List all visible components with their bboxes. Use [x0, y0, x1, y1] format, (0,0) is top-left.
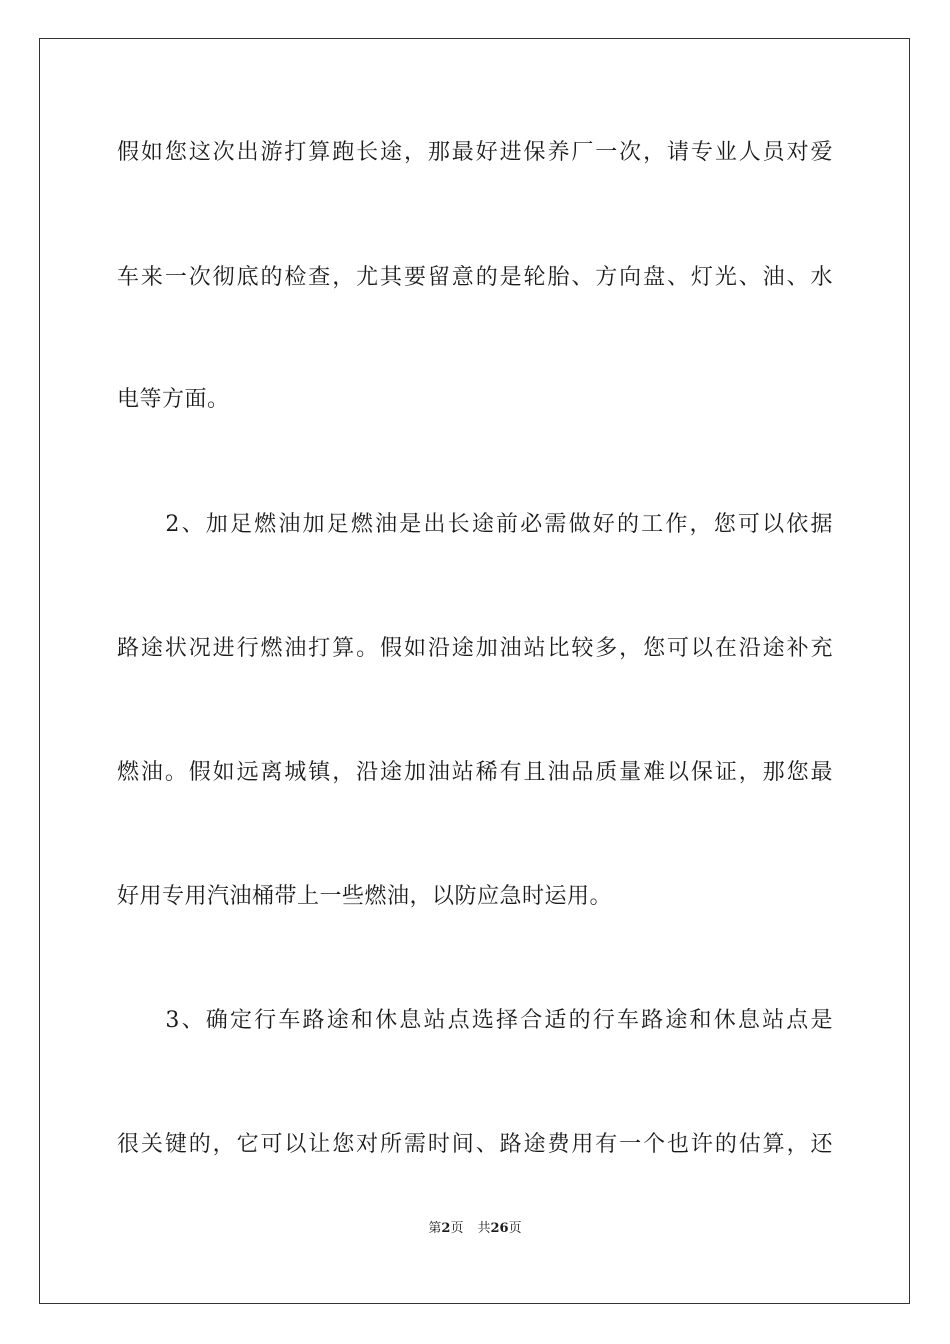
text-line: 燃油。假如远离城镇，沿途加油站稀有且油品质量难以保证，那您最	[117, 760, 833, 785]
page-footer	[0, 1220, 950, 1238]
total-suffix: 页	[508, 1221, 522, 1236]
page-prefix: 第	[428, 1221, 442, 1236]
text-line: 2、加足燃油加足燃油是出长途前必需做好的工作，您可以依据	[117, 512, 833, 537]
text-line: 3、确定行车路途和休息站点选择合适的行车路途和休息站点是	[117, 1008, 833, 1033]
page-border	[39, 38, 910, 1304]
text-line: 好用专用汽油桶带上一些燃油，以防应急时运用。	[117, 884, 613, 909]
total-prefix: 共	[477, 1221, 491, 1236]
text-line: 假如您这次出游打算跑长途，那最好进保养厂一次，请专业人员对爱	[117, 140, 833, 165]
page-number: 2	[441, 1221, 451, 1236]
text-line: 路途状况进行燃油打算。假如沿途加油站比较多，您可以在沿途补充	[117, 636, 833, 661]
text-line: 很关键的，它可以让您对所需时间、路途费用有一个也许的估算，还	[117, 1132, 833, 1157]
text-line: 车来一次彻底的检查，尤其要留意的是轮胎、方向盘、灯光、油、水	[117, 265, 833, 290]
text-line: 电等方面。	[117, 387, 230, 412]
total-pages: 26	[490, 1221, 509, 1236]
page-suffix: 页	[450, 1221, 464, 1236]
